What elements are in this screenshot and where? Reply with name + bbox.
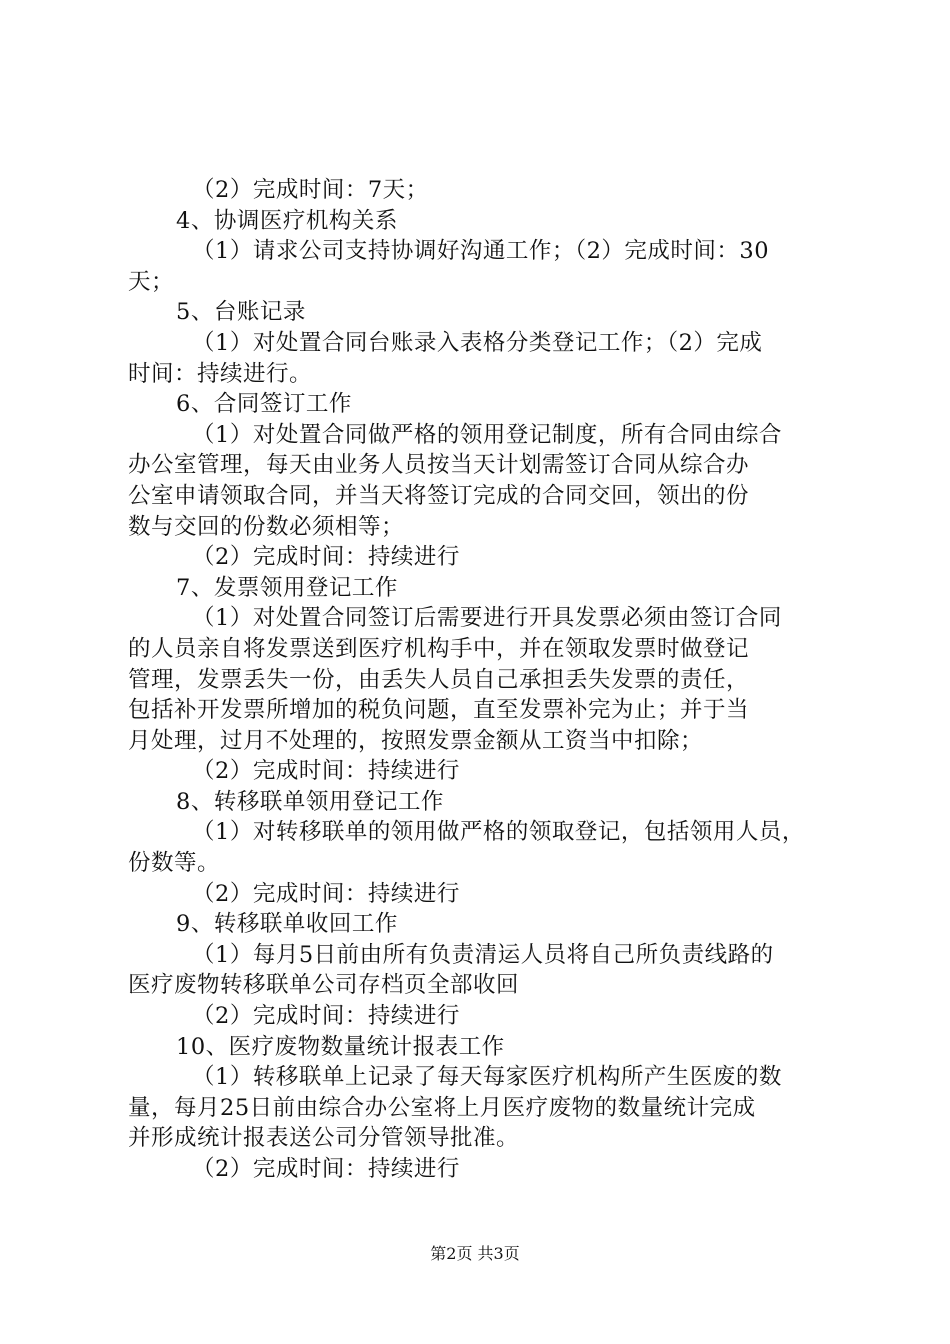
document-line: 办公室管理，每天由业务人员按当天计划需签订合同从综合办 <box>128 452 750 479</box>
document-line: 9、转移联单收回工作 <box>176 911 398 938</box>
document-line: （2）完成时间：持续进行 <box>192 880 460 907</box>
document-line: 时间：持续进行。 <box>128 360 313 387</box>
document-line: （1）转移联单上记录了每天每家医疗机构所产生医废的数 <box>192 1064 782 1091</box>
document-line: 天； <box>128 268 175 295</box>
document-line: 10、医疗废物数量统计报表工作 <box>176 1033 505 1060</box>
document-line: （2）完成时间：持续进行 <box>192 1003 460 1030</box>
document-line: 8、转移联单领用登记工作 <box>176 788 444 815</box>
document-line: （2）完成时间：持续进行 <box>192 758 460 785</box>
page-footer: 第2页 共3页 <box>430 1244 520 1263</box>
document-line: 的人员亲自将发票送到医疗机构手中，并在领取发票时做登记 <box>128 635 750 662</box>
document-body <box>128 175 835 1185</box>
document-line: 量，每月25日前由综合办公室将上月医疗废物的数量统计完成 <box>128 1094 756 1121</box>
document-line: 6、合同签订工作 <box>176 391 352 418</box>
document-line: 数与交回的份数必须相等； <box>128 513 405 540</box>
document-line: （2）完成时间：持续进行 <box>192 544 460 571</box>
document-line: 并形成统计报表送公司分管领导批准。 <box>128 1125 520 1152</box>
document-line: 医疗废物转移联单公司存档页全部收回 <box>128 972 520 999</box>
document-line: 4、协调医疗机构关系 <box>176 207 398 234</box>
document-line: （2）完成时间：持续进行 <box>192 1156 460 1182</box>
document-line: 公室申请领取合同，并当天将签订完成的合同交回，领出的份 <box>128 482 750 509</box>
document-line: 包括补开发票所增加的税负问题，直至发票补完为止；并于当 <box>128 697 750 724</box>
document-line: （1）对处置合同台账录入表格分类登记工作；（2）完成 <box>192 329 763 356</box>
document-line: （1）每月5日前由所有负责清运人员将自己所负责线路的 <box>192 941 774 968</box>
document-line: （1）对转移联单的领用做严格的领取登记，包括领用人员， <box>192 819 805 846</box>
document-line: （1）请求公司支持协调好沟通工作；（2）完成时间：30 <box>192 238 770 265</box>
document-line: （2）完成时间：7天； <box>192 177 429 203</box>
document-line: （1）对处置合同做严格的领用登记制度，所有合同由综合 <box>192 421 782 448</box>
document-line: 份数等。 <box>128 850 221 877</box>
document-line: 管理，发票丢失一份，由丢失人员自己承担丢失发票的责任， <box>128 666 750 693</box>
document-line: 月处理，过月不处理的，按照发票金额从工资当中扣除； <box>128 727 704 754</box>
document-line: （1）对处置合同签订后需要进行开具发票必须由签订合同 <box>192 605 782 632</box>
document-line: 5、台账记录 <box>176 299 306 326</box>
document-line: 7、发票领用登记工作 <box>176 574 398 601</box>
